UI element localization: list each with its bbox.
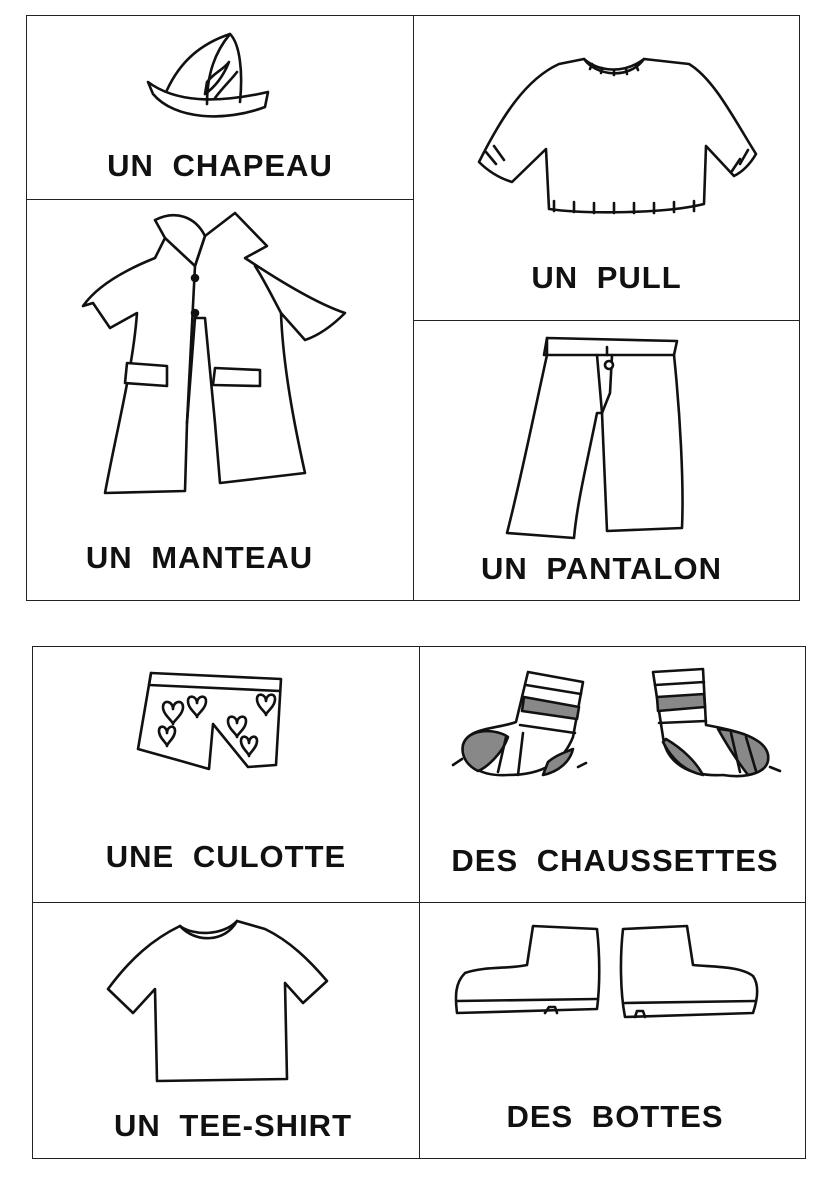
card-chaussettes <box>420 647 805 902</box>
card-label: DES CHAUSSETTES <box>451 843 779 878</box>
sweater-icon <box>474 54 764 219</box>
card-pull <box>414 16 799 320</box>
trousers-icon <box>502 333 697 543</box>
card-label: UNE CULOTTE <box>105 839 347 874</box>
card-teeshirt <box>33 903 419 1158</box>
card-culotte <box>33 647 419 902</box>
card-label: UN MANTEAU <box>85 540 314 575</box>
card-bottes <box>420 903 805 1158</box>
frame-line <box>799 15 800 601</box>
card-chapeau <box>27 16 413 199</box>
hat-icon <box>145 32 275 142</box>
underpants-icon <box>133 669 288 774</box>
card-label: UN TEE-SHIRT <box>114 1108 352 1143</box>
card-label: UN PULL <box>531 260 682 295</box>
card-pantalon <box>414 321 799 600</box>
socks-icon <box>448 667 788 782</box>
coat-icon <box>55 208 350 493</box>
card-label: DES BOTTES <box>506 1099 724 1134</box>
card-label: UN CHAPEAU <box>107 148 333 183</box>
card-label: UN PANTALON <box>481 551 722 586</box>
boots-icon <box>455 921 760 1026</box>
tshirt-icon <box>105 911 330 1086</box>
card-manteau <box>27 200 413 600</box>
